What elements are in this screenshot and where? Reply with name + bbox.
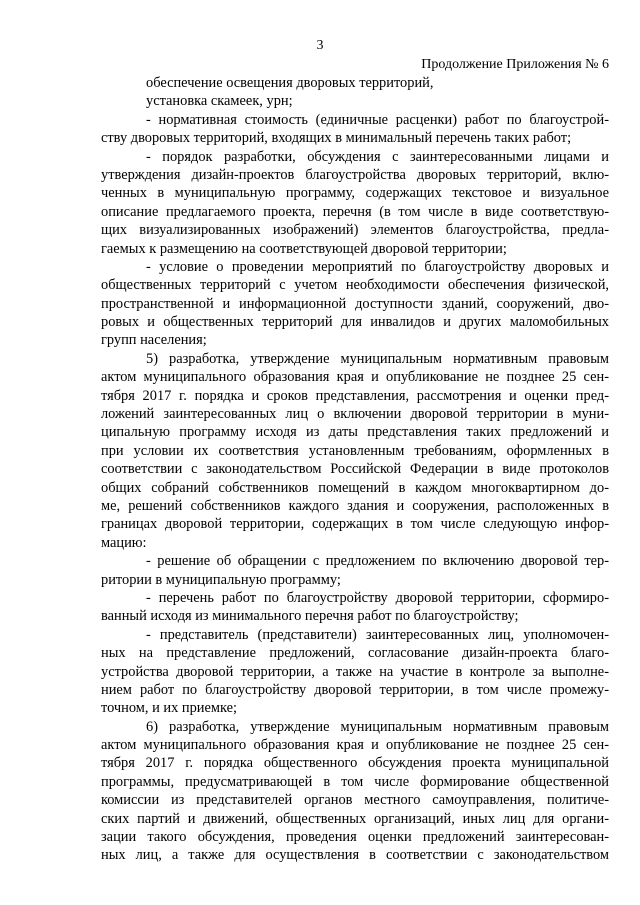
text-line: ченных в муниципальную программу, содержащих текстовое и визуальное [101, 185, 609, 202]
paragraph-p2 [101, 92, 609, 110]
text-line: ванный исходя из минимального перечня работ по благоустройству; [101, 608, 519, 625]
text-line: нием работ по благоустройству дворовой территории, в том числе промежу- [101, 681, 609, 698]
page-number: 3 [316, 38, 324, 53]
text-line: установка скамеек, урн; [146, 93, 293, 110]
text-line: зации такого обсуждения, проведения оценки предложений заинтересован- [101, 829, 609, 846]
text-line: - представитель (представители) заинтересованных лиц, уполномочен- [146, 626, 609, 643]
text-line: при условии их соответствия установленным требованиям, оформленных в [101, 442, 609, 459]
text-line: общественных территорий с учетом необходимости обеспечения физической, [101, 277, 609, 294]
document-body [101, 74, 609, 865]
text-line: 5) разработка, утверждение муниципальным нормативным правовым [146, 350, 609, 367]
text-line: утверждения дизайн-проектов благоустройства дворовых территорий, вклю- [101, 166, 609, 183]
text-line: ных на представление предложений, согласование дизайн-проекта благо- [101, 645, 609, 662]
text-line: границах дворовой территории, содержащих в том числе следующую инфор- [101, 516, 609, 533]
text-line: комиссии из представителей органов местного самоуправления, политиче- [101, 792, 609, 809]
text-line: - перечень работ по благоустройству дворовой территории, сформиро- [146, 589, 609, 606]
text-line: актом муниципального образования края и опубликование не позднее 25 сен- [101, 369, 609, 386]
text-line: - решение об обращении с предложением по включению дворовой тер- [146, 553, 609, 570]
text-line: ровых и общественных территорий для инвалидов и других маломобильных [101, 314, 609, 331]
paragraph-p9 [101, 626, 609, 718]
text-line: - порядок разработки, обсуждения с заинтересованными лицами и [146, 148, 609, 165]
text-line: мацию: [101, 534, 147, 551]
text-line: обеспечение освещения дворовых территорий, [146, 75, 434, 91]
text-line: пространственной и информационной доступности зданий, сооружений, дво- [101, 295, 609, 312]
paragraph-p4 [101, 148, 609, 258]
text-line: программы, предусматривающей в том числе формирование общественной [101, 773, 609, 790]
text-line: щих визуализированных изображений) элементов благоустройства, предла- [101, 222, 609, 239]
text-line: ритории в муниципальную программу; [101, 571, 341, 588]
text-line: описание предлагаемого проекта, перечня (в том числе в виде соответствую- [101, 203, 609, 220]
paragraph-p6 [101, 350, 609, 552]
text-line: - условие о проведении мероприятий по благоустройству дворовых и [146, 258, 609, 275]
text-line: ложений заинтересованных лиц о включении дворовой территории в муни- [101, 406, 609, 423]
paragraph-p3 [101, 111, 609, 148]
text-line: общих собраний собственников помещений в каждом многоквартирном до- [101, 479, 609, 496]
text-line: актом муниципального образования края и опубликование не позднее 25 сен- [101, 737, 609, 754]
paragraph-p1 [101, 74, 609, 92]
text-line: точном, и их приемке; [101, 700, 237, 717]
text-line: ме, решений собственников каждого здания и сооружения, расположенных в [101, 497, 609, 514]
paragraph-p7 [101, 552, 609, 589]
text-line: - нормативная стоимость (единичные расценки) работ по благоустрой- [146, 111, 609, 128]
appendix-continuation-header: Продолжение Приложения № 6 [421, 57, 609, 72]
text-line: ских партий и движений, общественных организаций, иных лиц для органи- [101, 810, 609, 827]
text-line: тября 2017 г. порядка общественного обсуждения проекта муниципальной [101, 755, 609, 772]
paragraph-p5 [101, 258, 609, 350]
text-line: тября 2017 г. порядка и сроков представления, рассмотрения и оценки пред- [101, 387, 609, 404]
text-line: 6) разработка, утверждение муниципальным нормативным правовым [146, 718, 609, 735]
paragraph-p10 [101, 718, 609, 865]
text-line: соответствии с законодательством Российской Федерации в виде протоколов [101, 461, 609, 478]
text-line: ных лиц, а также для осуществления в соответствии с законодательством [101, 847, 609, 864]
text-line: ству дворовых территорий, входящих в минимальный перечень таких работ; [101, 130, 572, 147]
text-line: групп населения; [101, 332, 207, 349]
text-line: ципальную программу исходя из даты представления таких предложений и [101, 424, 609, 441]
paragraph-p8 [101, 589, 609, 626]
text-line: устройства дворовой территории, а также на участие в контроле за выполне- [101, 663, 609, 680]
text-line: гаемых к размещению на соответствующей дворовой территории; [101, 240, 507, 257]
